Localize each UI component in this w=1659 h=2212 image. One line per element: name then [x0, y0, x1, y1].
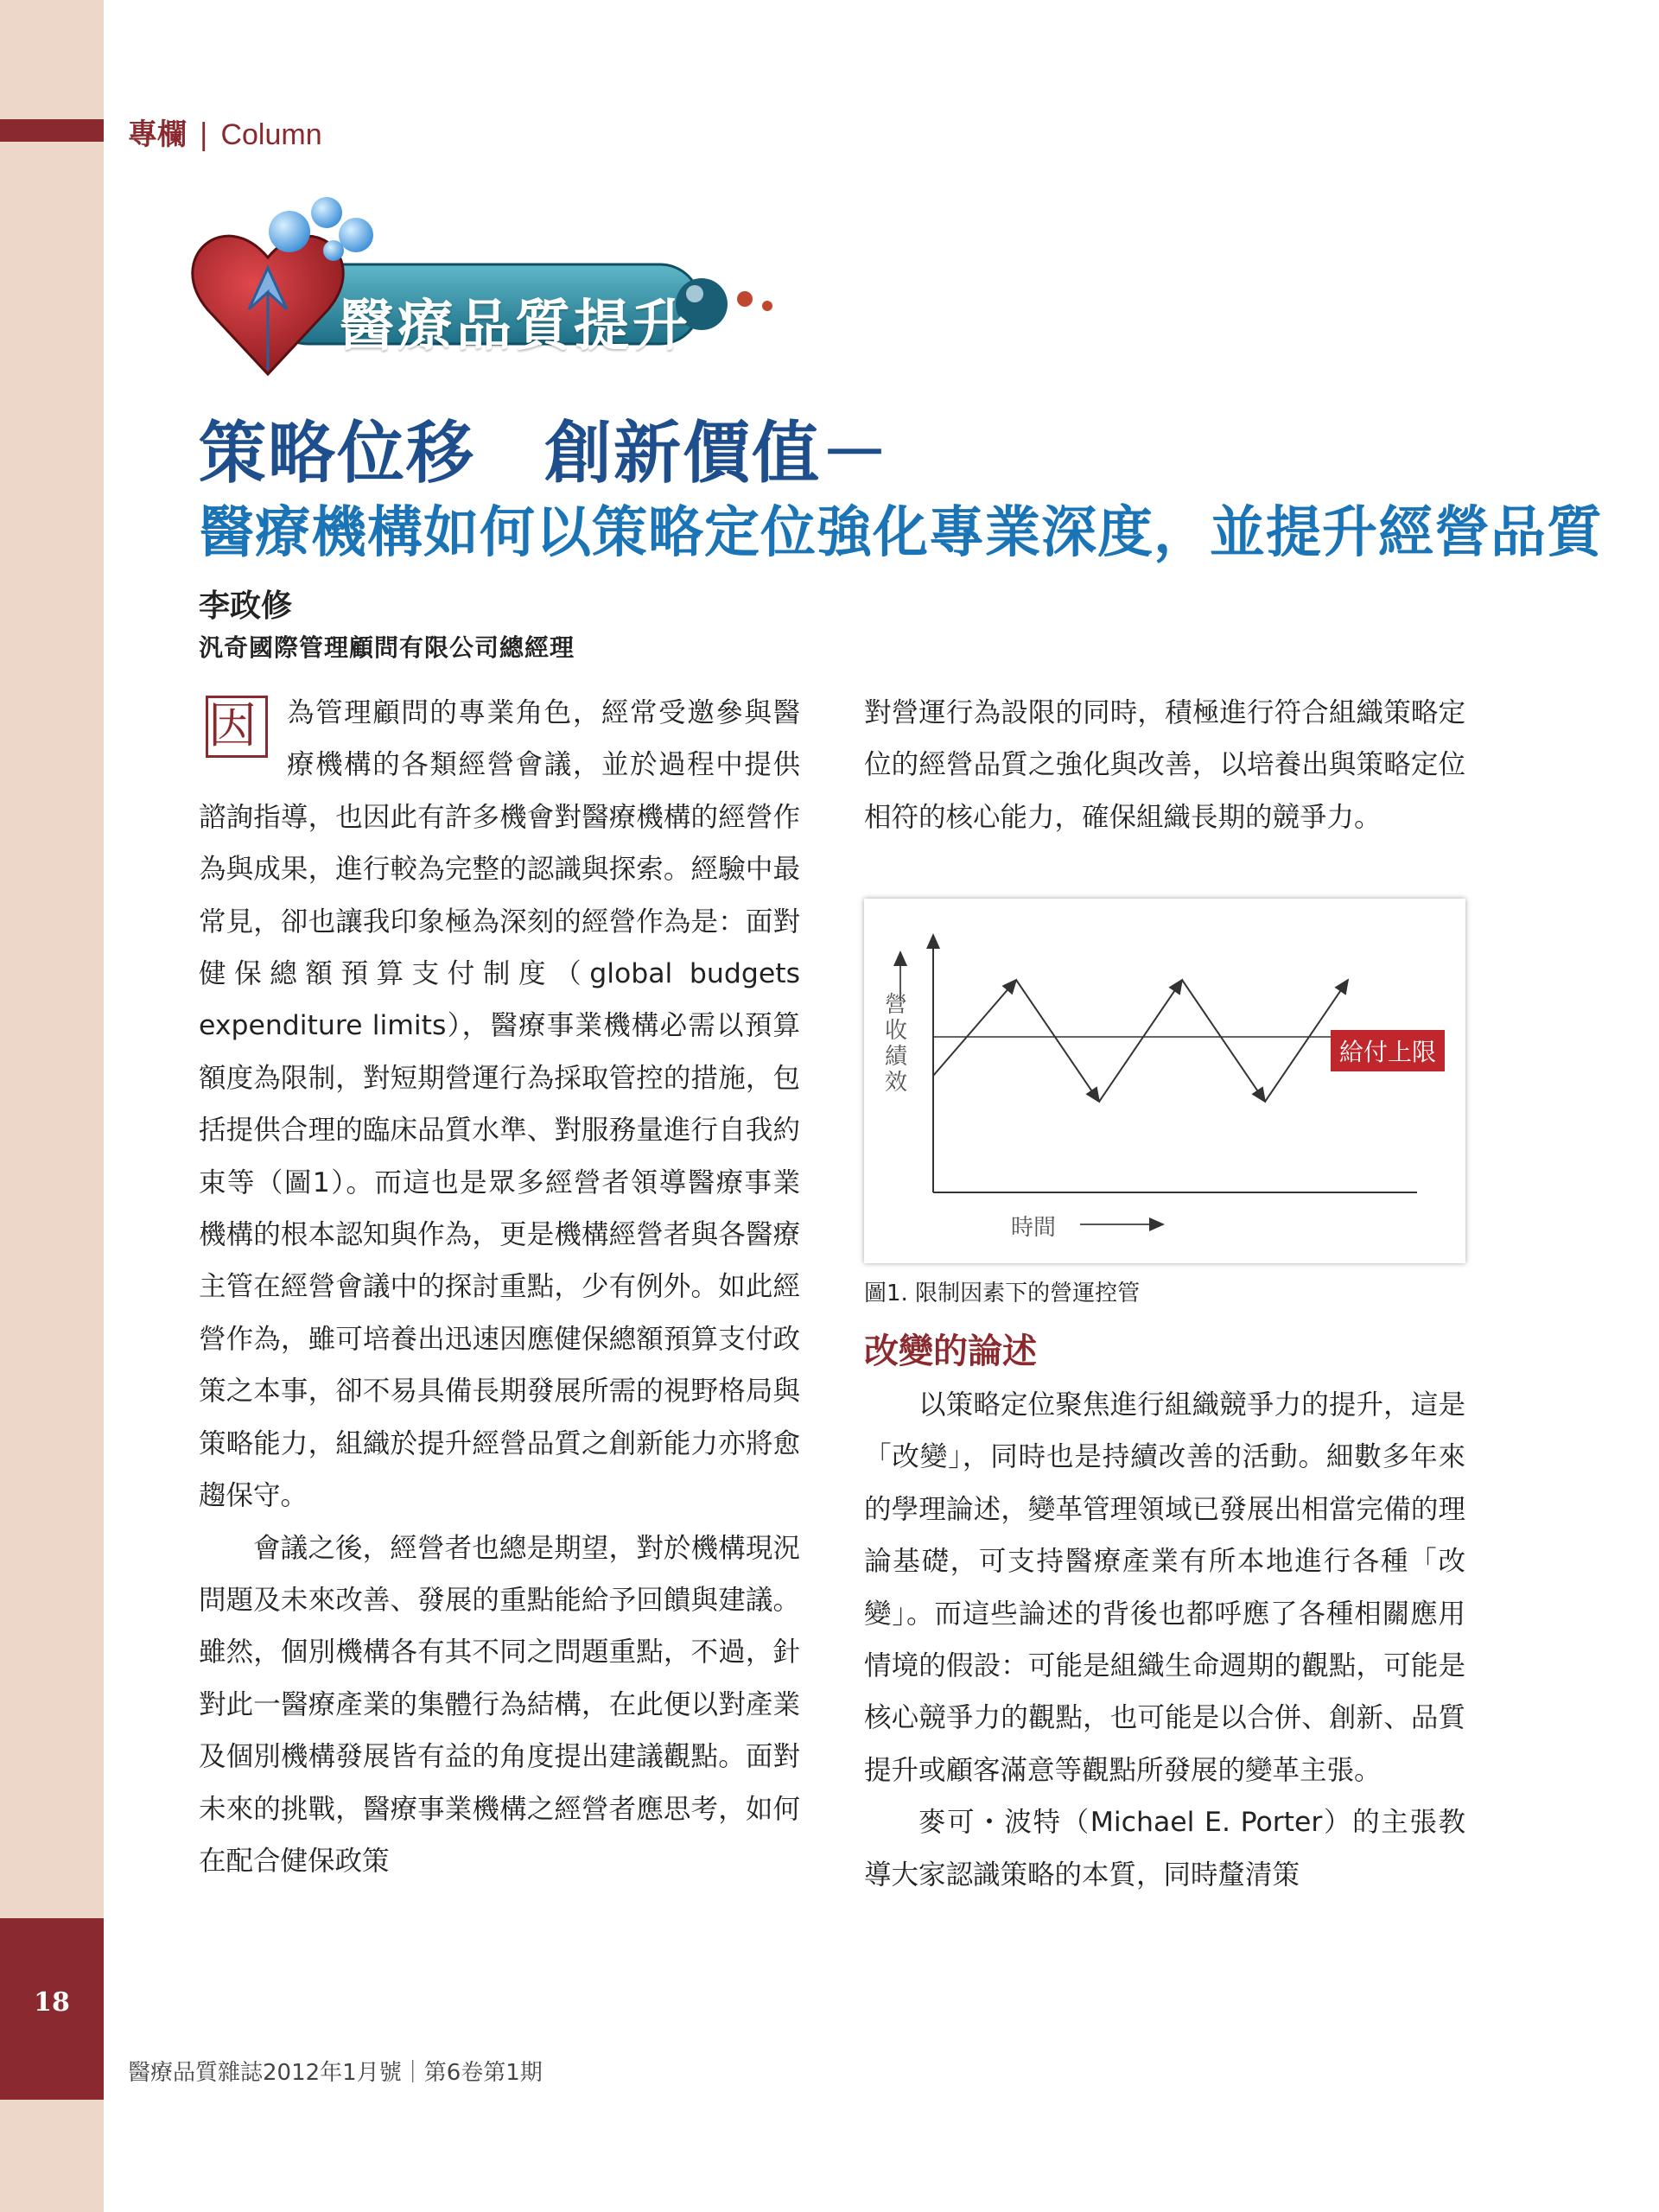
paragraph: 對營運行為設限的同時，積極進行符合組織策略定位的經營品質之強化與改善，以培養出與策略定位相符的核心能力，確保組織長期的競爭力。 — [864, 697, 1465, 833]
body-right-column — [864, 687, 1465, 843]
section-heading: 改變的論述 — [864, 1332, 1037, 1371]
column-label-zh: 專欄 — [128, 118, 187, 152]
article-subtitle: 醫療機構如何以策略定位強化專業深度，並提升經營品質 — [199, 500, 1603, 565]
column-label-separator: | — [199, 118, 209, 152]
left-margin-strip — [0, 0, 104, 2212]
paragraph-text: 為管理顧問的專業角色，經常受邀參與醫療機構的各類經營會議，並於過程中提供諮詢指導，也因此有許多機會對醫療機構的經營作為與成果，進行較為完整的認識與探索。經驗中最常見，卻也讓我印象極為深刻的經營作為是：面對健保總額預算支付制度（global budgets expenditure limits），醫療事業機構必需以預算額度為限制，對短期營運行為採取管控的措施，包括提供合理的臨床品質水準、對服務量進行自我約束等（圖1）。而這也是眾多經營者領導醫療事業機構的根本認知與作為，更是機構經營者與各醫療主管在經營會議中的探討重點，少有例外。如此經營作為，雖可培養出迅速因應健保總額預算支付政策之本事，卻不易具備長期發展所需的視野格局與策略能力，組織於提升經營品質之創新能力亦將愈趨保守。 — [199, 697, 800, 1512]
x-axis-label: 時間 — [1011, 1215, 1057, 1241]
paragraph: 以策略定位聚焦進行組織競爭力的提升，這是「改變」，同時也是持續改善的活動。細數多年來的學理論述，變革管理領域已發展出相當完備的理論基礎，可支持醫療產業有所本地進行各種「改變」。而這些論述的背後也都呼應了各種相關應用情境的假設：可能是組織生命週期的觀點，可能是核心競爭力的觀點，也可能是以合併、創新、品質提升或顧客滿意等觀點所發展的變革主張。 — [864, 1389, 1465, 1786]
article-title: 策略位移 創新價值－ — [199, 414, 891, 493]
figure-1-chart — [864, 899, 1465, 1263]
footer-journal: 醫療品質雜誌2012年1月號｜第6卷第1期 — [128, 2060, 543, 2086]
column-label — [128, 111, 322, 153]
series-segment — [1099, 980, 1182, 1102]
body-left-column — [199, 687, 800, 1887]
header-accent-bar — [0, 119, 104, 142]
author-affiliation: 汎奇國際管理顧問有限公司總經理 — [199, 633, 575, 662]
column-label-en: Column — [220, 118, 322, 151]
limit-label: 給付上限 — [1331, 1030, 1445, 1071]
y-axis-label: 營收績效 — [884, 992, 907, 1096]
section-banner-title: 醫療品質提升 — [339, 295, 691, 359]
paragraph — [199, 687, 800, 1522]
paragraph: 麥可・波特（Michael E. Porter）的主張教導大家認識策略的本質，同時釐清策 — [864, 1807, 1465, 1891]
paragraph: 會議之後，經營者也總是期望，對於機構現況問題及未來改善、發展的重點能給予回饋與建議。雖然，個別機構各有其不同之問題重點，不過，針對此一醫療產業的集體行為結構，在此便以對產業及個別機構發展皆有益的角度提出建議觀點。面對未來的挑戰，醫療事業機構之經營者應思考，如何在配合健保政策 — [199, 1532, 800, 1877]
series-segment — [1182, 980, 1265, 1102]
chart-svg — [864, 899, 1465, 1263]
author-name: 李政修 — [199, 588, 293, 624]
page-number: 18 — [34, 1987, 70, 2018]
figure-caption: 圖1. 限制因素下的營運控管 — [864, 1281, 1141, 1306]
series-segment — [933, 980, 1016, 1076]
dropcap: 因 — [206, 696, 268, 758]
body-right-column-lower — [864, 1379, 1465, 1901]
series-line — [933, 980, 1348, 1102]
series-segment — [1016, 980, 1099, 1102]
